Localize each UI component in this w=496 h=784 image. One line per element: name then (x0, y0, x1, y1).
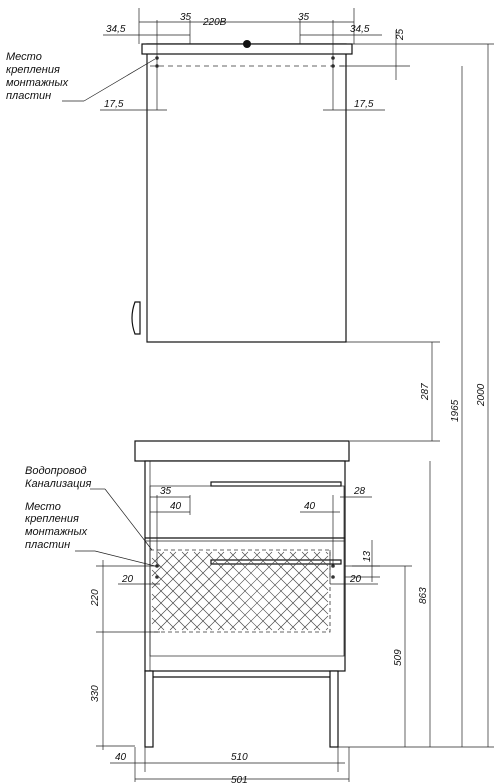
svg-text:монтажных: монтажных (25, 526, 88, 538)
svg-text:монтажных: монтажных (6, 77, 69, 89)
pipe-label-drain: Канализация (25, 478, 92, 490)
leg-right (330, 671, 338, 747)
wall-cabinet (132, 40, 352, 342)
dim-plate-right: 17,5 (354, 99, 374, 110)
svg-text:крепления: крепления (25, 513, 79, 525)
dim-20-left: 20 (122, 574, 134, 585)
dim-509: 509 (393, 649, 404, 666)
dim-top-height: 25 (395, 28, 406, 40)
countertop (135, 441, 349, 461)
dim-top-spacing-left: 35 (180, 12, 192, 23)
dim-top-offset-left: 34,5 (106, 24, 126, 35)
leg-left (145, 671, 153, 747)
pipe-label-water: Водопровод (25, 465, 87, 477)
dim-35: 35 (160, 486, 172, 497)
vanity-body (145, 461, 345, 671)
dim-40-right: 40 (304, 501, 316, 512)
dim-220: 220 (90, 589, 101, 606)
dim-40-bottom: 40 (115, 752, 127, 763)
dim-863: 863 (418, 587, 429, 604)
dim-501: 501 (231, 775, 248, 784)
dim-13: 13 (362, 550, 373, 562)
dim-20-right: 20 (350, 574, 362, 585)
dim-330: 330 (90, 685, 101, 702)
dim-plate-left: 17,5 (104, 99, 124, 110)
drawer-handle-top (211, 482, 341, 486)
cabinet-handle (132, 302, 140, 334)
vertical-dimensions (338, 44, 494, 747)
svg-text:Место: Место (6, 51, 42, 63)
power-outlet-icon (243, 40, 251, 48)
dim-40-left: 40 (170, 501, 182, 512)
cabinet-body (147, 44, 346, 342)
power-label: 220В (203, 17, 227, 28)
svg-text:пластин: пластин (25, 539, 71, 551)
dim-top-offset-right: 34,5 (350, 24, 370, 35)
dim-top-spacing-right: 35 (298, 12, 310, 23)
svg-text:Место: Место (25, 501, 61, 513)
upper-mounting-label (6, 51, 155, 102)
dim-28: 28 (354, 486, 366, 497)
dim-1965: 1965 (450, 399, 461, 422)
base-labels (25, 465, 155, 566)
svg-text:пластин: пластин (6, 90, 52, 102)
mounting-hole-icon (331, 575, 335, 579)
dim-287: 287 (420, 383, 431, 400)
dim-2000: 2000 (476, 383, 487, 406)
mounting-hole-icon (155, 575, 159, 579)
svg-text:крепления: крепления (6, 64, 60, 76)
dim-510: 510 (231, 752, 248, 763)
